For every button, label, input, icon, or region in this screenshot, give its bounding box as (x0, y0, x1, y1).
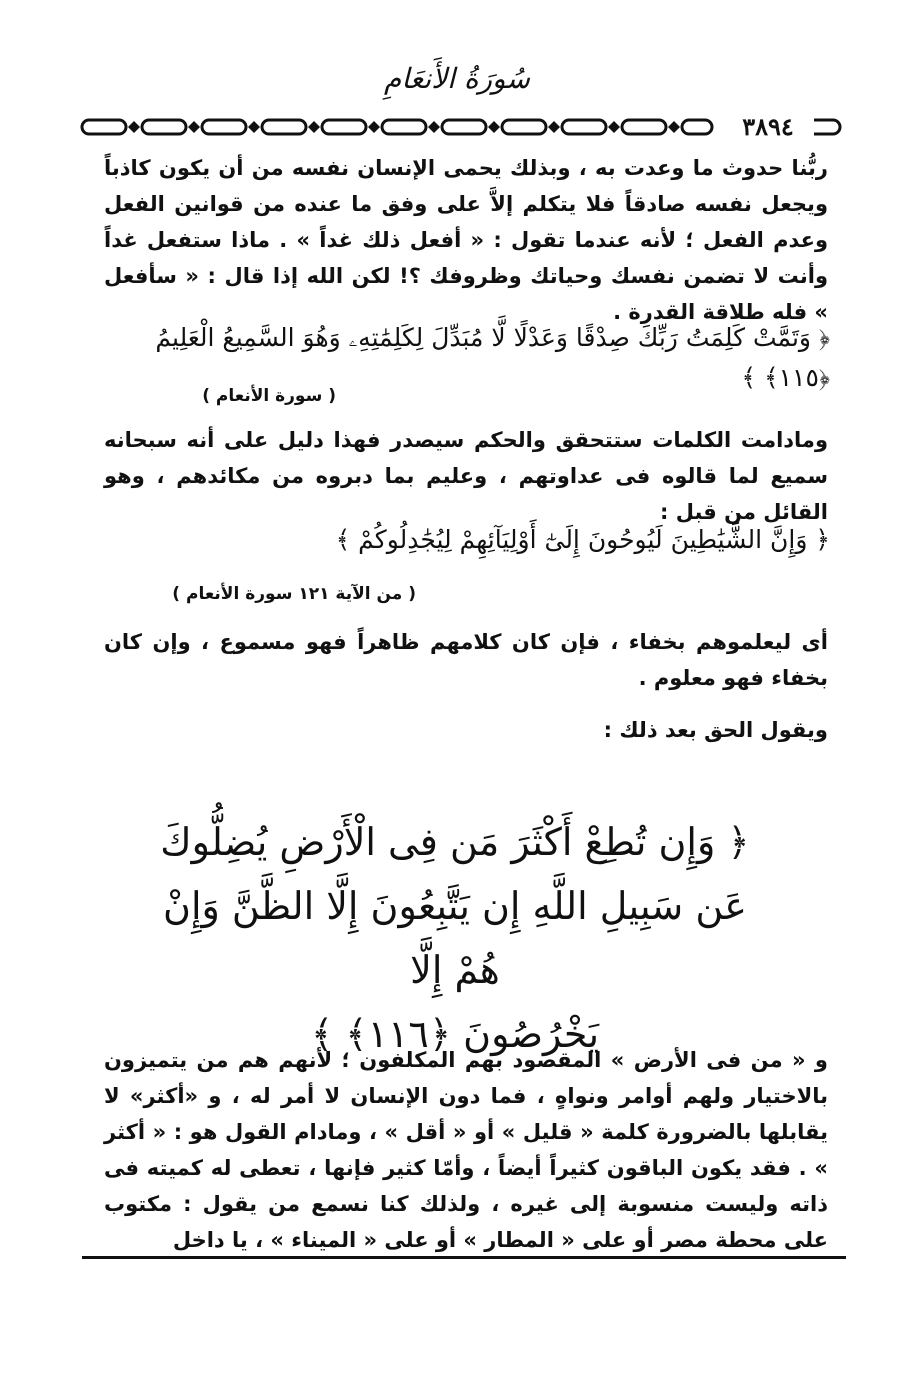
paragraph-2: ومادامت الكلمات ستتحقق والحكم سيصدر فهذا دليل على أنه سبحانه سميع لما قالوه فى عداوتهم ، وعليم بما دبروه من مكائدهم ، وهو القائل من قبل : (104, 428, 828, 524)
page-number: ٣٨٩٤ (722, 112, 814, 141)
surah-title: سُورَةُ الأَنعَامِ (384, 62, 530, 95)
verse-citation-1: ( سورة الأنعام ) (202, 386, 336, 406)
quran-verse-121: ﴿ وَإِنَّ الشَّيَٰطِينَ لَيُوحُونَ إِلَىٰٓ أَوْلِيَآئِهِمْ لِيُجَٰدِلُوكُمْ ﴾ (335, 525, 830, 554)
main-verse-line-3: يَخْرُصُونَ ﴿١١٦﴾ ﴾ (310, 1012, 600, 1056)
main-quran-verse-116 (150, 810, 760, 1066)
paragraph-5: و « من فى الأرض » المقصود بهم المكلفون ؛ لأنهم هم من يتميزون بالاختيار ولهم أوامر ونواهٍ ، فما دون الإنسان لا أمر له ، و «أكثر» لا يقابلها بالضرورة كلمة « قليل » أو « أقل » ، ومادام القول هو : « أكثر » . فقد يكون الباقون كثيراً أيضاً ، وأمّا كثير فإنها ، تعطى له كميته فى ذاته وليست منسوبة إلى غيره ، ولذلك كنا نسمع من يقول : مكتوب على محطة مصر أو على « المطار » أو على « الميناء » ، يا داخل (104, 1048, 828, 1252)
paragraph-1: ربُّنا حدوث ما وعدت به ، وبذلك يحمى الإنسان نفسه من أن يكون كاذباً ويجعل نفسه صادقاً فلا يتكلم إلاَّ على وفق ما عنده من قوانين الفعل وعدم الفعل ؛ لأنه عندما تقول : « أفعل ذلك غداً » . ماذا ستفعل غداً وأنت لا تضمن نفسك وحياتك وظروفك ؟! لكن الله إذا قال : « سأفعل » فله طلاقة القدرة . (104, 156, 828, 324)
main-verse-line-1: ﴿ وَإِن تُطِعْ أَكْثَرَ مَن فِى الْأَرْضِ يُضِلُّوكَ (160, 820, 750, 864)
bottom-rule (82, 1256, 846, 1259)
verse-citation-2: ( من الآية ١٢١ سورة الأنعام ) (172, 584, 416, 604)
paragraph-4: ويقول الحق بعد ذلك : (603, 718, 828, 742)
paragraph-3: أى ليعلموهم بخفاء ، فإن كان كلامهم ظاهراً فهو مسموع ، وإن كان بخفاء فهو معلوم . (104, 630, 828, 690)
quran-verse-115: ﴿ وَتَمَّتْ كَلِمَتُ رَبِّكَ صِدْقًا وَعَدْلًا لَّا مُبَدِّلَ لِكَلِمَٰتِهِۦ وَهُوَ السَّمِيعُ الْعَلِيمُ ﴿١١٥﴾ ﴾ (155, 323, 830, 392)
main-verse-line-2: عَن سَبِيلِ اللَّهِ إِن يَتَّبِعُونَ إِلَّا الظَّنَّ وَإِنْ هُمْ إِلَّا (163, 884, 747, 992)
